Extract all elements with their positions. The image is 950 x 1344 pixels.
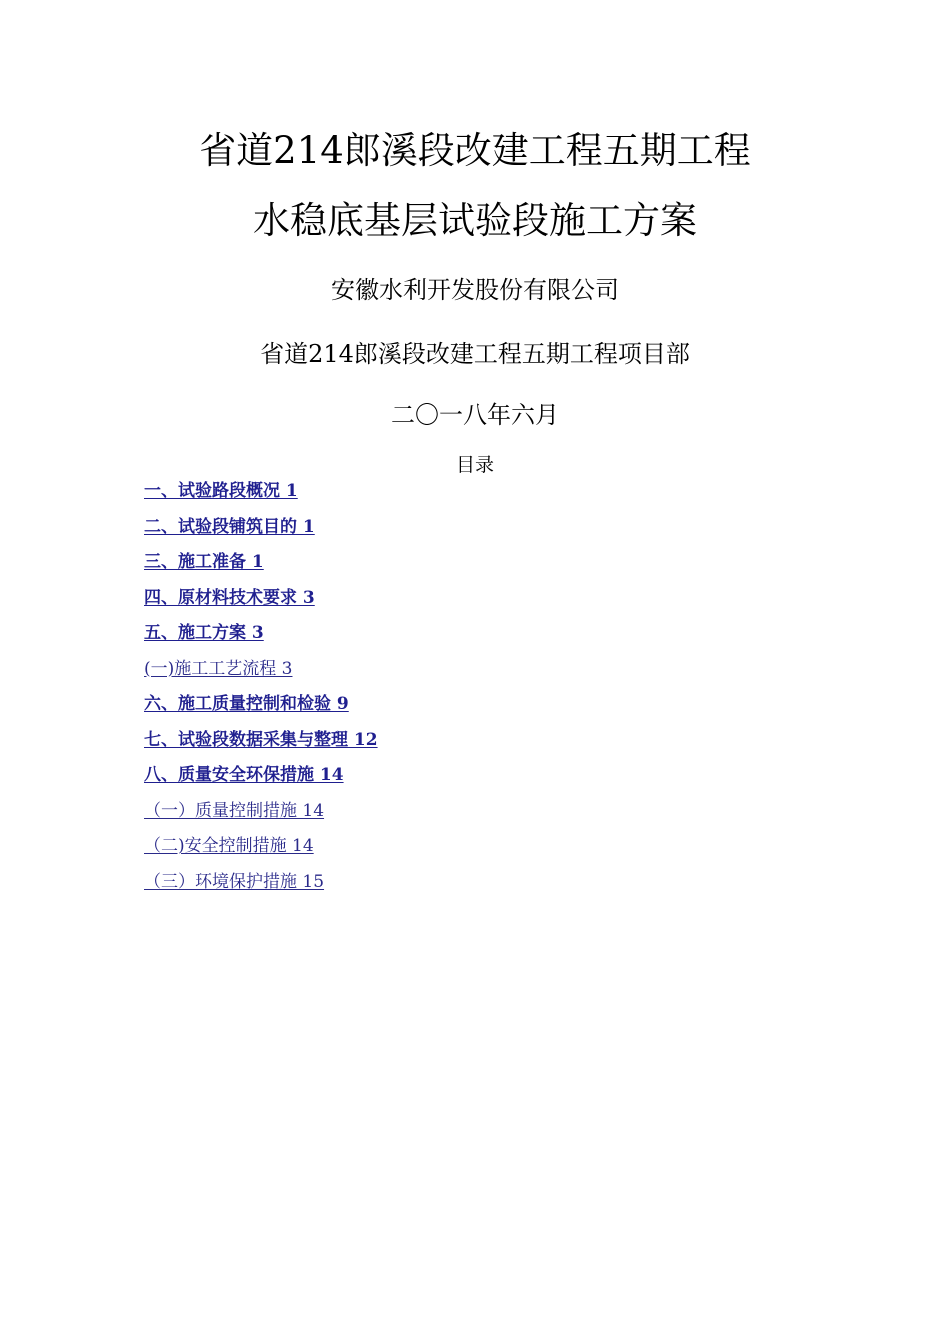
- toc-item: [144, 833, 804, 869]
- toc-link-5-1[interactable]: (一)施工工艺流程 3: [144, 658, 293, 679]
- document-title-line-1: 省道214郎溪段改建工程五期工程: [199, 129, 751, 172]
- document-date: 二〇一八年六月: [391, 401, 559, 429]
- table-of-contents: [144, 478, 804, 904]
- toc-link-6[interactable]: 六、施工质量控制和检验 9: [144, 694, 349, 714]
- document-title-line-2: 水稳底基层试验段施工方案: [253, 199, 697, 242]
- toc-item: [144, 549, 804, 585]
- toc-item: [144, 656, 804, 692]
- toc-link-8-3[interactable]: （三）环境保护措施 15: [144, 871, 325, 892]
- toc-item: [144, 514, 804, 550]
- toc-item: [144, 585, 804, 621]
- toc-item: [144, 691, 804, 727]
- toc-link-3[interactable]: 三、施工准备 1: [144, 552, 264, 572]
- toc-item: [144, 478, 804, 514]
- company-name: 安徽水利开发股份有限公司: [331, 276, 619, 304]
- toc-link-8-2[interactable]: （二)安全控制措施 14: [144, 836, 314, 856]
- toc-link-5[interactable]: 五、施工方案 3: [144, 623, 264, 643]
- toc-link-2[interactable]: 二、试验段铺筑目的 1: [144, 516, 315, 537]
- toc-item: [144, 727, 804, 763]
- toc-heading: 目录: [455, 454, 494, 476]
- toc-item: [144, 798, 804, 834]
- toc-item: [144, 762, 804, 798]
- toc-link-8[interactable]: 八、质量安全环保措施 14: [144, 765, 344, 785]
- toc-link-4[interactable]: 四、原材料技术要求 3: [144, 587, 315, 608]
- project-department: 省道214郎溪段改建工程五期工程项目部: [260, 340, 690, 368]
- toc-item: [144, 620, 804, 656]
- toc-item: [144, 869, 804, 905]
- toc-link-7[interactable]: 七、试验段数据采集与整理 12: [144, 729, 378, 750]
- toc-link-8-1[interactable]: （一）质量控制措施 14: [144, 800, 325, 821]
- toc-link-1[interactable]: 一、试验路段概况 1: [144, 481, 298, 501]
